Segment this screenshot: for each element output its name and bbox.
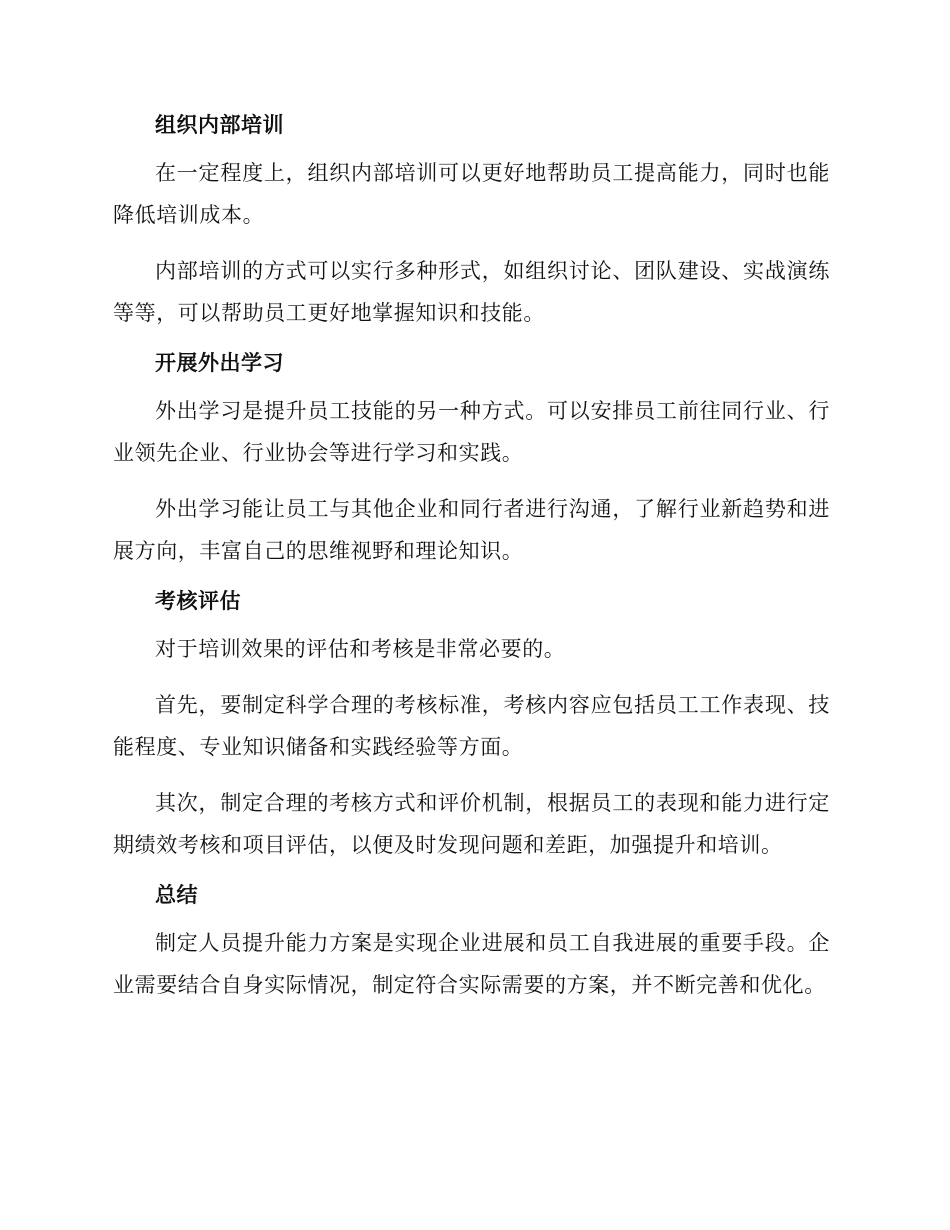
section-heading: 组织内部培训	[155, 113, 284, 137]
paragraph: 外出学习是提升员工技能的另一种方式。可以安排员工前往同行业、行业领先企业、行业协会等进行学习和实践。	[113, 399, 830, 465]
paragraph: 外出学习能让员工与其他企业和同行者进行沟通，了解行业新趋势和进展方向，丰富自己的思维视野和理论知识。	[113, 497, 830, 563]
paragraph: 在一定程度上，组织内部培训可以更好地帮助员工提高能力，同时也能降低培训成本。	[113, 161, 830, 227]
paragraph: 制定人员提升能力方案是实现企业进展和员工自我进展的重要手段。企业需要结合自身实际情况，制定符合实际需要的方案，并不断完善和优化。	[113, 931, 830, 997]
section-heading: 总结	[155, 883, 198, 907]
paragraph: 首先，要制定科学合理的考核标准，考核内容应包括员工工作表现、技能程度、专业知识储备和实践经验等方面。	[113, 693, 830, 759]
section-heading: 开展外出学习	[155, 351, 284, 375]
paragraph: 对于培训效果的评估和考核是非常必要的。	[155, 637, 566, 661]
paragraph: 内部培训的方式可以实行多种形式，如组织讨论、团队建设、实战演练等等，可以帮助员工更好地掌握知识和技能。	[113, 259, 830, 325]
section-heading: 考核评估	[155, 589, 241, 613]
paragraph: 其次，制定合理的考核方式和评价机制，根据员工的表现和能力进行定期绩效考核和项目评估，以便及时发现问题和差距，加强提升和培训。	[113, 791, 830, 857]
